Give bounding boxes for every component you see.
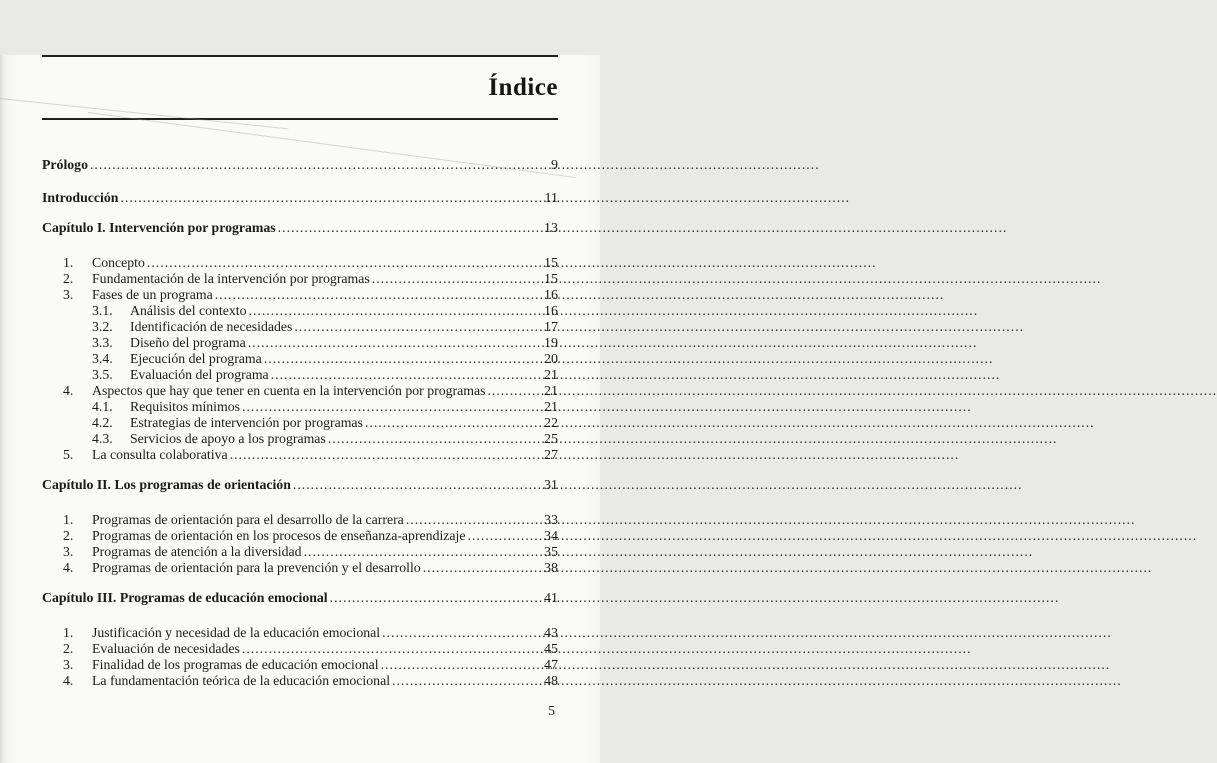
toc-entry-label: Programas de orientación para la prevención y el desarrollo	[92, 560, 421, 575]
dot-leader	[269, 367, 510, 382]
toc-page-number: 19	[544, 336, 558, 351]
toc-item-number: 3.2.	[92, 319, 113, 334]
toc-entry-label: Programas de atención a la diversidad	[92, 544, 302, 559]
toc-entry-label: Capítulo III. Programas de educación emocional	[42, 590, 328, 605]
toc-chapter-items	[42, 625, 558, 689]
toc-item	[42, 431, 558, 447]
toc-item	[42, 544, 558, 560]
toc-item	[42, 625, 558, 641]
toc-page-number: 33	[544, 513, 558, 528]
toc-item-number: 4.	[63, 673, 74, 688]
dot-leader	[246, 335, 510, 350]
toc-entry-label: Análisis del contexto	[130, 303, 247, 318]
toc-item-number: 1.	[63, 512, 74, 527]
dot-leader	[262, 351, 510, 366]
toc-item	[42, 383, 558, 399]
toc-item-number: 4.1.	[92, 399, 113, 414]
toc-item	[42, 255, 558, 271]
toc-page-number: 16	[544, 288, 558, 303]
dot-leader	[390, 673, 510, 688]
toc-item-number: 2.	[63, 528, 74, 543]
toc-item	[42, 641, 558, 657]
toc-page-number: 35	[544, 545, 558, 560]
toc-item-number: 3.	[63, 544, 74, 559]
toc-entry-label: Estrategias de intervención por programas	[130, 415, 363, 430]
dot-leader	[145, 255, 510, 270]
toc-item	[42, 271, 558, 287]
toc-page-number: 41	[544, 591, 558, 606]
dot-leader	[276, 220, 510, 235]
toc-chapter-items	[42, 512, 558, 576]
toc-item	[42, 657, 558, 673]
toc-page-number: 27	[544, 448, 558, 463]
toc-item	[42, 367, 558, 383]
toc-item-number: 4.3.	[92, 431, 113, 446]
toc-front-entry	[42, 157, 558, 173]
toc-item-number: 1.	[63, 255, 74, 270]
toc-page-number: 9	[551, 158, 558, 173]
toc-entry-label: Fundamentación de la intervención por programas	[92, 271, 370, 286]
toc-page-number: 21	[544, 400, 558, 415]
dot-leader	[228, 447, 510, 462]
toc-entry-label: Concepto	[92, 255, 145, 270]
toc-item-number: 3.	[63, 657, 74, 672]
dot-leader	[421, 560, 510, 575]
toc-list	[42, 157, 558, 689]
dot-leader	[291, 477, 510, 492]
toc-item	[42, 351, 558, 367]
dot-leader	[370, 271, 510, 286]
dot-leader	[213, 287, 510, 302]
toc-entry-label: Identificación de necesidades	[130, 319, 293, 334]
dot-leader	[404, 512, 510, 527]
page-title: Índice	[488, 73, 558, 101]
toc-item	[42, 673, 558, 689]
dot-leader	[485, 383, 510, 398]
toc-page-number: 15	[544, 272, 558, 287]
toc-item-number: 3.	[63, 287, 74, 302]
toc-item-number: 3.3.	[92, 335, 113, 350]
toc-page-number: 20	[544, 352, 558, 367]
toc-page-number: 34	[544, 529, 558, 544]
toc-item	[42, 319, 558, 335]
toc-item	[42, 399, 558, 415]
toc-item	[42, 560, 558, 576]
toc-entry-label: Evaluación de necesidades	[92, 641, 240, 656]
toc-entry-label: Ejecución del programa	[130, 351, 262, 366]
toc-item-number: 3.5.	[92, 367, 113, 382]
toc-entry-label: Introducción	[42, 190, 119, 205]
toc-page-number: 13	[544, 221, 558, 236]
index-header	[42, 55, 558, 120]
dot-leader	[292, 319, 510, 334]
toc-entry-label: Aspectos que hay que tener en cuenta en la intervención por programas	[92, 383, 486, 398]
toc-page-number: 38	[544, 561, 558, 576]
dot-leader	[247, 303, 511, 318]
page-number: 5	[548, 704, 555, 719]
toc-entry-label: Capítulo II. Los programas de orientación	[42, 477, 291, 492]
dot-leader	[379, 657, 510, 672]
dot-leader	[118, 190, 510, 205]
header-rule-bottom	[42, 118, 558, 120]
toc-page-number: 45	[544, 642, 558, 657]
toc-item	[42, 447, 558, 463]
toc-item-number: 4.	[63, 560, 74, 575]
toc-item	[42, 415, 558, 431]
toc-entry-label: Programas de orientación en los procesos de enseñanza-aprendizaje	[92, 528, 466, 543]
toc-page-number: 21	[544, 368, 558, 383]
toc-front-entry	[42, 190, 558, 206]
toc-page-number: 25	[544, 432, 558, 447]
toc-entry-label: Diseño del programa	[130, 335, 246, 350]
dot-leader	[240, 641, 510, 656]
toc-chapter-heading	[42, 220, 558, 236]
toc-entry-label: Finalidad de los programas de educación emocional	[92, 657, 379, 672]
toc-entry-label: Fases de un programa	[92, 287, 213, 302]
toc-item-number: 4.2.	[92, 415, 113, 430]
toc-item	[42, 512, 558, 528]
toc-item-number: 3.4.	[92, 351, 113, 366]
toc-page-number: 15	[544, 256, 558, 271]
dot-leader	[328, 590, 510, 605]
scanned-toc-page	[0, 55, 600, 763]
toc-page-number: 22	[544, 416, 558, 431]
toc-chapter-items	[42, 255, 558, 463]
toc-item	[42, 335, 558, 351]
toc-page-number: 43	[544, 626, 558, 641]
toc-entry-label: La consulta colaborativa	[92, 447, 228, 462]
toc-entry-label: Requisitos mínimos	[130, 399, 241, 414]
dot-leader	[88, 157, 510, 172]
toc-entry-label: Evaluación del programa	[130, 367, 269, 382]
dot-leader	[380, 625, 510, 640]
dot-leader	[240, 399, 510, 414]
toc-entry-label: La fundamentación teórica de la educación emocional	[92, 673, 391, 688]
toc-page-number: 11	[544, 191, 558, 206]
toc-item-number: 3.1.	[92, 303, 113, 318]
toc-entry-label: Servicios de apoyo a los programas	[130, 431, 326, 446]
dot-leader	[326, 431, 510, 446]
toc-item-number: 1.	[63, 625, 74, 640]
toc-page-number: 31	[544, 478, 558, 493]
toc-item-number: 5.	[63, 447, 74, 462]
dot-leader	[466, 528, 510, 543]
toc-entry-label: Prólogo	[42, 157, 88, 172]
toc-entry-label: Programas de orientación para el desarrollo de la carrera	[92, 512, 404, 527]
dot-leader	[302, 544, 510, 559]
toc-item-number: 2.	[63, 641, 74, 656]
toc-page-number: 48	[544, 674, 558, 689]
toc-page-number: 17	[544, 320, 558, 335]
toc-page-number: 16	[544, 304, 558, 319]
toc-item-number: 2.	[63, 271, 74, 286]
dot-leader	[363, 415, 510, 430]
toc-item	[42, 303, 558, 319]
toc-chapter-heading	[42, 590, 558, 606]
toc-entry-label: Capítulo I. Intervención por programas	[42, 220, 276, 235]
toc-page-number: 21	[544, 384, 558, 399]
toc-item	[42, 528, 558, 544]
toc-item	[42, 287, 558, 303]
toc-entry-label: Justificación y necesidad de la educación emocional	[92, 625, 381, 640]
toc-item-number: 4.	[63, 383, 74, 398]
toc-page-number: 47	[544, 658, 558, 673]
toc-chapter-heading	[42, 477, 558, 493]
